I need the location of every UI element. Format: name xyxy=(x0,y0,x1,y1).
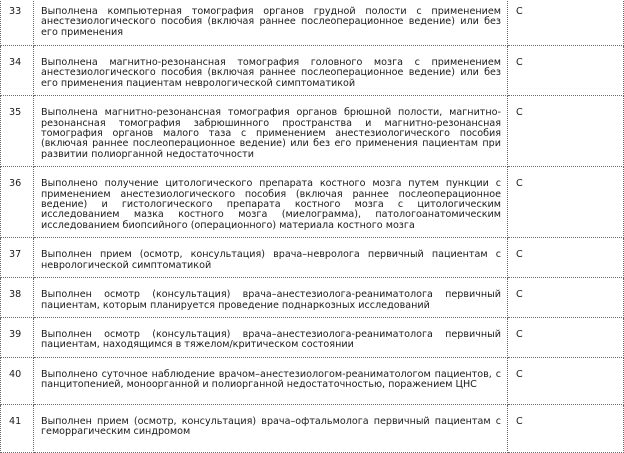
table-row xyxy=(1,167,624,238)
row-number: 37 xyxy=(1,238,34,278)
row-number: 39 xyxy=(1,317,34,357)
row-criterion-text: Выполнен прием (осмотр, консультация) врача–офтальмолога первичный пациентам с геморрагическим синдромом xyxy=(34,404,508,452)
row-evidence-level: С xyxy=(508,0,624,46)
row-criterion-text: Выполнена компьютерная томография органов грудной полости с применением анестезиологического пособия (включая раннее послеоперационное ведение) или без его применения xyxy=(34,0,508,46)
row-evidence-level: С xyxy=(508,278,624,318)
row-number: 34 xyxy=(1,46,34,96)
table-row xyxy=(1,238,624,278)
row-evidence-level: С xyxy=(508,404,624,452)
row-evidence-level: С xyxy=(508,46,624,96)
row-number: 40 xyxy=(1,357,34,404)
row-number: 38 xyxy=(1,278,34,318)
row-evidence-level: С xyxy=(508,357,624,404)
row-criterion-text: Выполнено получение цитологического препарата костного мозга путем пункции с применением анестезиологического пособия (включая раннее послеоперационное ведение) и гистологического препарата костного мозга с цитологическим исследованием мазка костного мозга (миелограмма), патологоанатомическим исследованием биопсийного (операционного) материала костного мозга xyxy=(34,167,508,238)
row-number: 36 xyxy=(1,167,34,238)
row-criterion-text: Выполнен прием (осмотр, консультация) врача–невролога первичный пациентам с неврологической симптоматикой xyxy=(34,238,508,278)
row-criterion-text: Выполнен осмотр (консультация) врача–анестезиолога-реаниматолога первичный пациентам, находящимся в тяжелом/критическом состоянии xyxy=(34,317,508,357)
table-row xyxy=(1,357,624,404)
table-row xyxy=(1,46,624,96)
table-row xyxy=(1,404,624,452)
table-row xyxy=(1,96,624,167)
row-criterion-text: Выполнен осмотр (консультация) врача–анестезиолога-реаниматолога первичный пациентам, которым планируется проведение поднаркозных исследований xyxy=(34,278,508,318)
row-number: 41 xyxy=(1,404,34,452)
row-criterion-text: Выполнена магнитно-резонансная томография головного мозга с применением анестезиологического пособия (включая раннее послеоперационное ведение) или без его применения пациентам неврологической симптоматикой xyxy=(34,46,508,96)
table-row xyxy=(1,0,624,46)
row-evidence-level: С xyxy=(508,167,624,238)
row-number: 33 xyxy=(1,0,34,46)
row-evidence-level: С xyxy=(508,238,624,278)
row-evidence-level: С xyxy=(508,317,624,357)
row-criterion-text: Выполнено суточное наблюдение врачом–анестезиологом-реаниматологом пациентов, с панцитопенией, моноорганной и полиорганной недостаточностью, поражением ЦНС xyxy=(34,357,508,404)
row-criterion-text: Выполнена магнитно-резонансная томография органов брюшной полости, магнитно-резонансная томография забрюшинного пространства и магнитно-резонансная томография органов малого таза с применением анестезиологического пособия (включая раннее послеоперационное ведение) или без его применения пациентам при развитии полиорганной недостаточности xyxy=(34,96,508,167)
row-number: 35 xyxy=(1,96,34,167)
table-row xyxy=(1,278,624,318)
row-evidence-level: С xyxy=(508,96,624,167)
table-row xyxy=(1,317,624,357)
